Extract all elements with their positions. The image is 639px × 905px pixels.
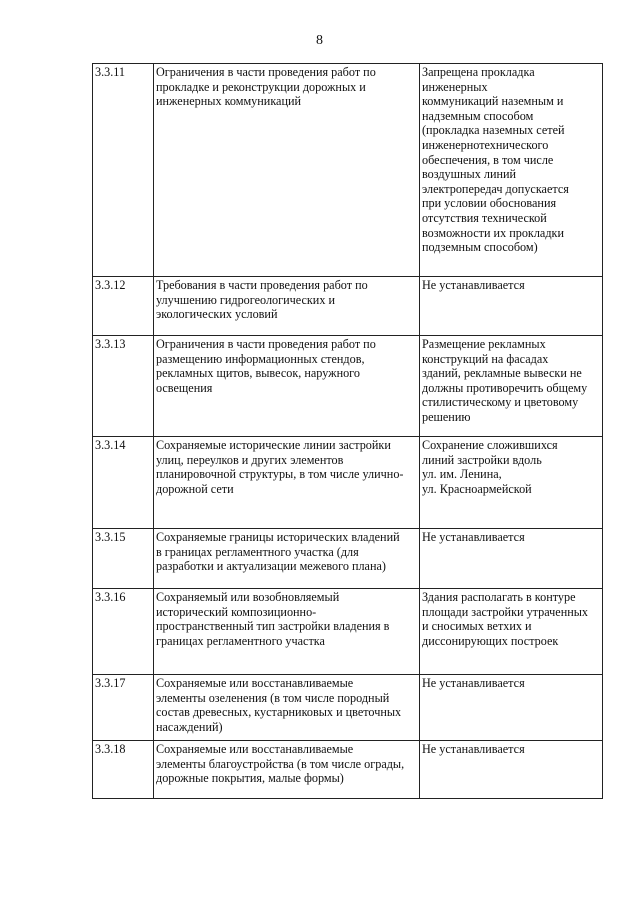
item-value: Не устанавливается <box>420 741 603 799</box>
table-row <box>93 277 603 336</box>
item-title: Ограничения в части проведения работ по прокладке и реконструкции дорожных и инженерных коммуникаций <box>154 64 420 277</box>
item-number: 3.3.12 <box>93 277 154 336</box>
item-title: Сохраняемые или восстанавливаемые элементы озеленения (в том числе породный состав древесных, кустарниковых и цветочных насаждений) <box>154 675 420 741</box>
item-value: Не устанавливается <box>420 277 603 336</box>
table-row <box>93 64 603 277</box>
item-title: Сохраняемые или восстанавливаемые элементы благоустройства (в том числе ограды, дорожные покрытия, малые формы) <box>154 741 420 799</box>
item-number: 3.3.16 <box>93 589 154 675</box>
item-number: 3.3.18 <box>93 741 154 799</box>
item-value: Здания располагать в контуре площади застройки утраченных и сносимых ветхих и диссонирующих построек <box>420 589 603 675</box>
item-value: Запрещена прокладка инженерных коммуникаций наземным и надземным способом (прокладка наземных сетей инженернотехнического обеспечения, в том числе воздушных линий электропередач допускается при условии обоснования отсутствия технической возможности их прокладки подземным способом) <box>420 64 603 277</box>
regulation-table <box>92 63 603 799</box>
table-row <box>93 529 603 589</box>
item-title: Ограничения в части проведения работ по размещению информационных стендов, рекламных щитов, вывесок, наружного освещения <box>154 336 420 437</box>
item-number: 3.3.17 <box>93 675 154 741</box>
item-title: Требования в части проведения работ по улучшению гидрогеологических и экологических условий <box>154 277 420 336</box>
item-number: 3.3.13 <box>93 336 154 437</box>
item-value: Размещение рекламных конструкций на фасадах зданий, рекламные вывески не должны противоречить общему стилистическому и цветовому решению <box>420 336 603 437</box>
table-row <box>93 741 603 799</box>
table-row <box>93 589 603 675</box>
item-title: Сохраняемые границы исторических владений в границах регламентного участка (для разработки и актуализации межевого плана) <box>154 529 420 589</box>
table-row <box>93 336 603 437</box>
item-number: 3.3.11 <box>93 64 154 277</box>
page-number: 8 <box>316 33 323 48</box>
item-title: Сохраняемые исторические линии застройки улиц, переулков и других элементов планировочной структуры, в том числе улично- дорожной сети <box>154 437 420 529</box>
table-row <box>93 675 603 741</box>
item-number: 3.3.15 <box>93 529 154 589</box>
table-row <box>93 437 603 529</box>
item-value: Не устанавливается <box>420 529 603 589</box>
item-title: Сохраняемый или возобновляемый исторический композиционно- пространственный тип застройки владения в границах регламентного участка <box>154 589 420 675</box>
item-value: Сохранение сложившихся линий застройки вдоль ул. им. Ленина, ул. Красноармейской <box>420 437 603 529</box>
item-number: 3.3.14 <box>93 437 154 529</box>
item-value: Не устанавливается <box>420 675 603 741</box>
